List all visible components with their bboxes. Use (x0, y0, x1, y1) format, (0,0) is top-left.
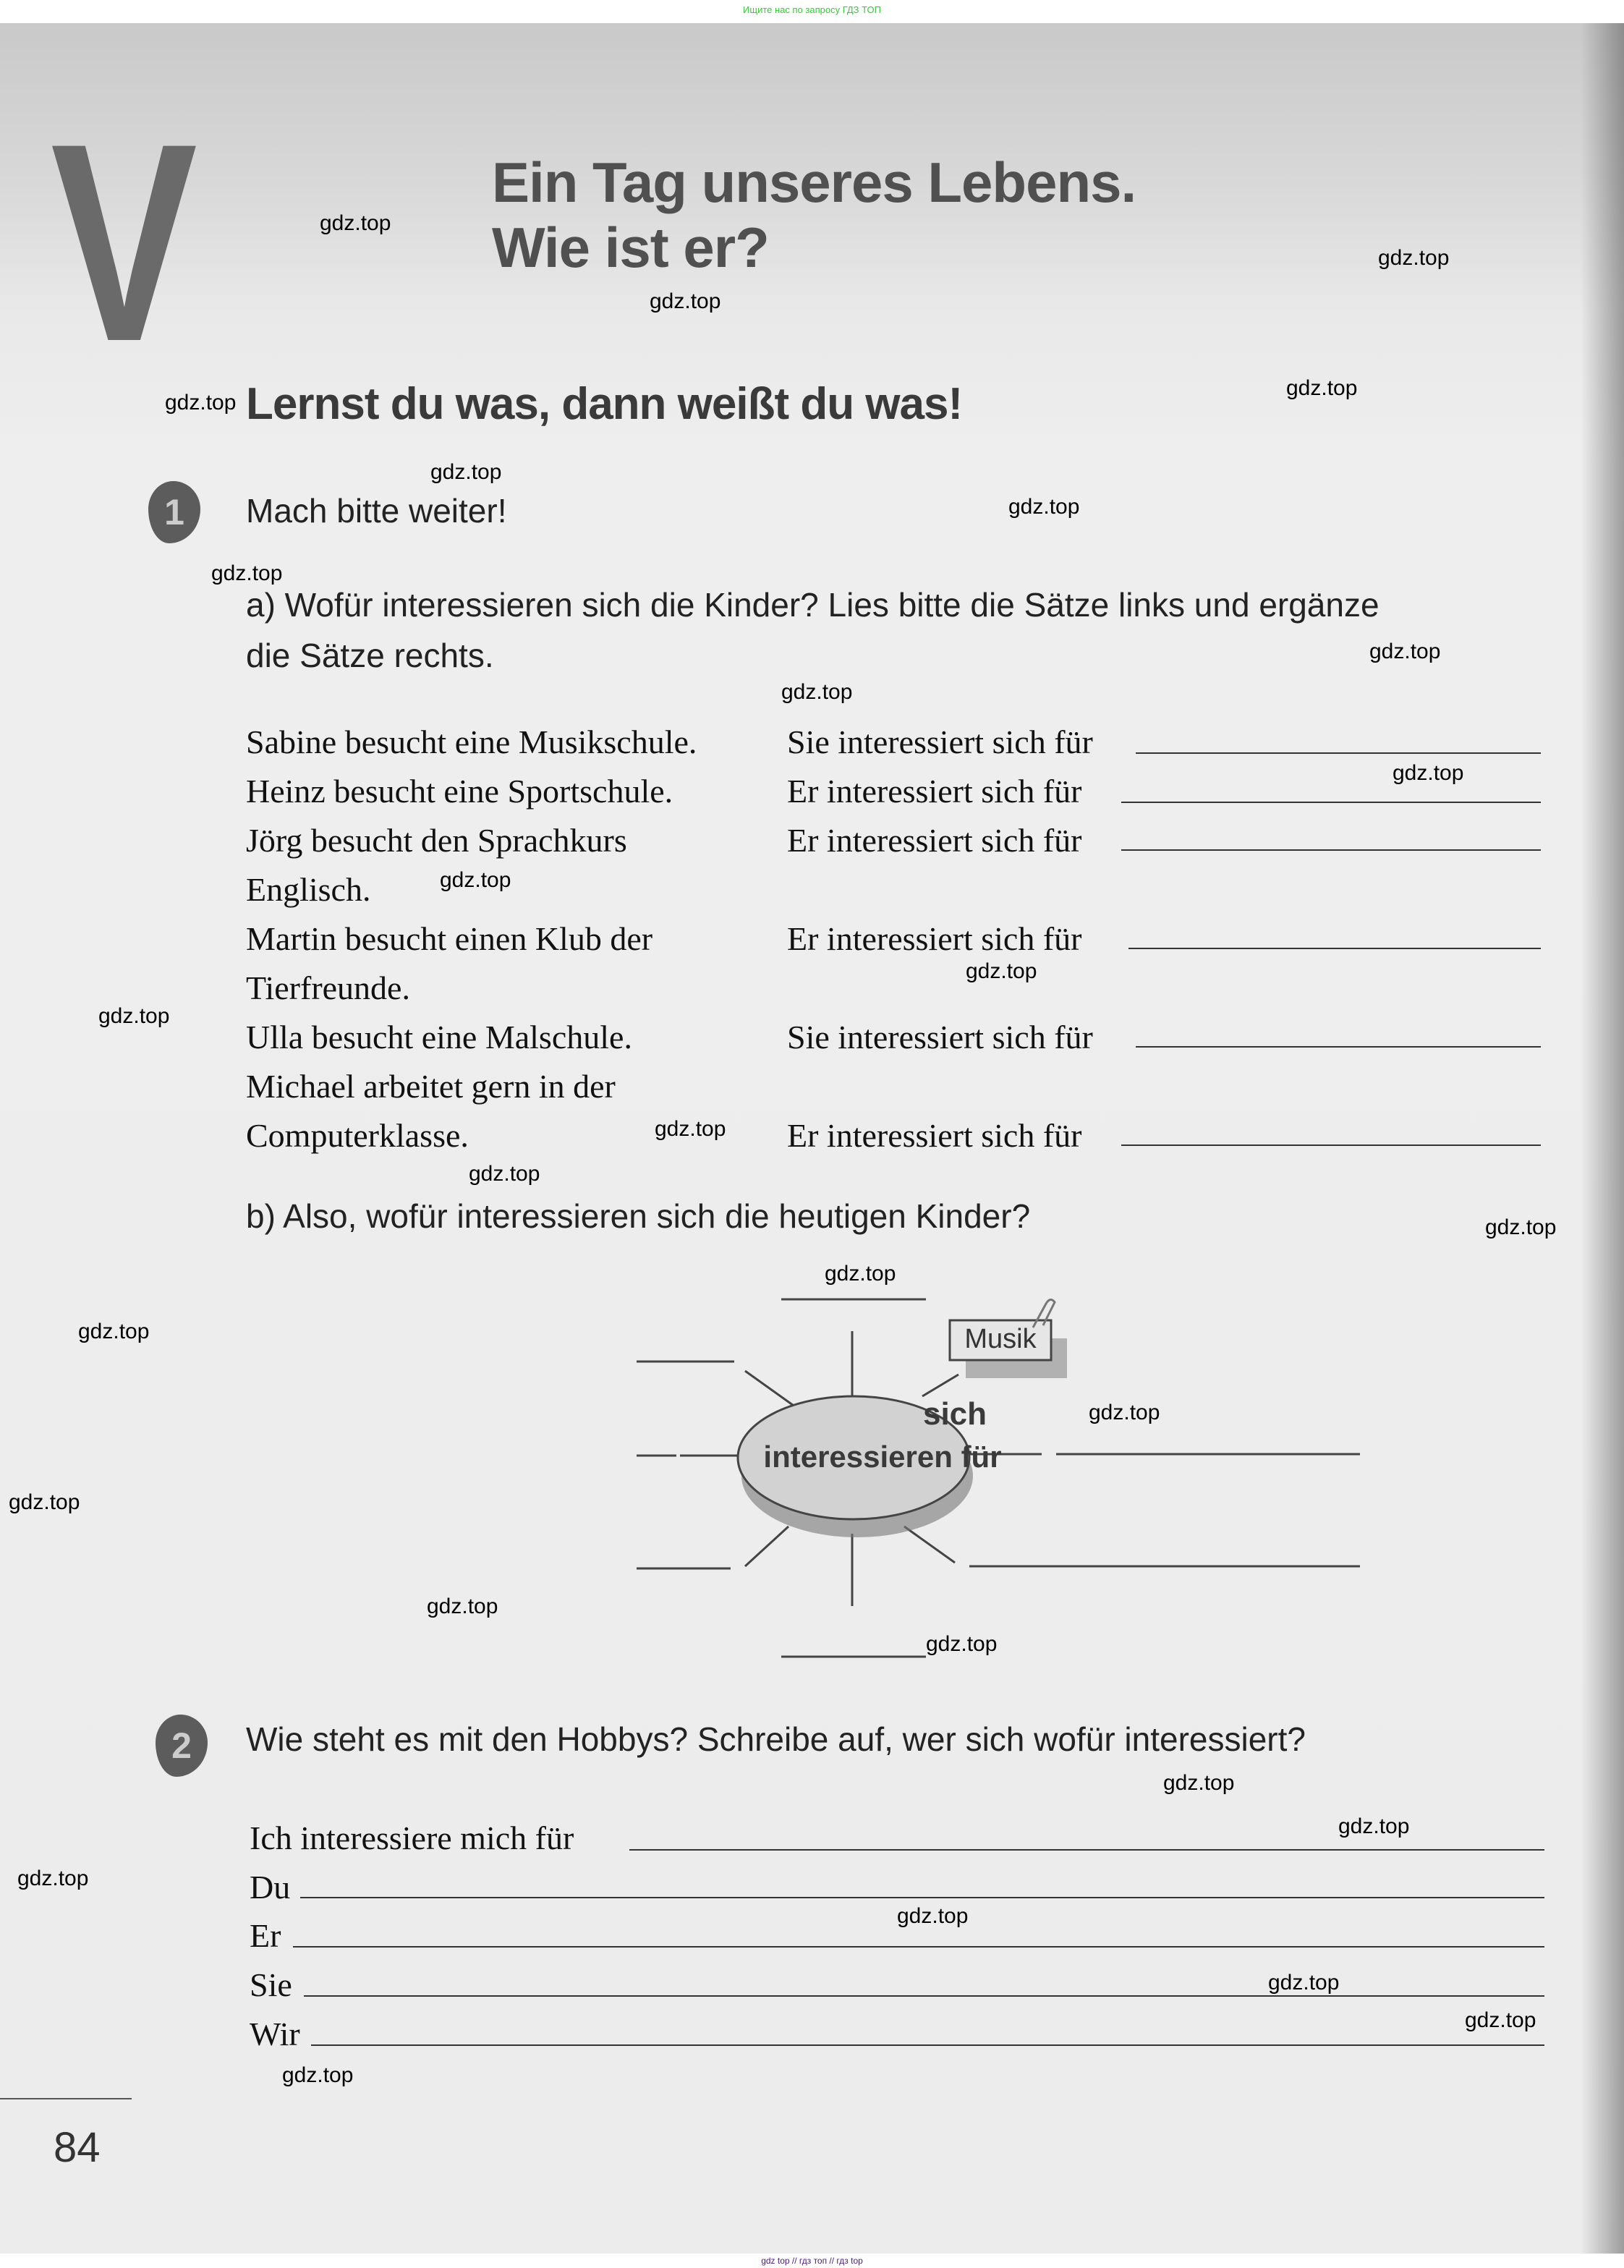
answer-line[interactable] (629, 1849, 1544, 1851)
watermark: gdz.top (440, 868, 511, 892)
footer-text: gdz top // гдз топ // гдз top (761, 2256, 863, 2266)
sentence-right: Er interessiert sich für (787, 773, 1082, 810)
watermark: gdz.top (1378, 246, 1450, 270)
watermark: gdz.top (1268, 1971, 1340, 1995)
diagram-center-line1: sich (922, 1396, 987, 1432)
task2-title: Wie steht es mit den Hobbys? Schreibe auf, wer sich wofür interessiert? (246, 1720, 1306, 1758)
chapter-title-line2: Wie ist er? (492, 216, 769, 279)
watermark: gdz.top (469, 1162, 540, 1186)
answer-line[interactable] (304, 1995, 1544, 1997)
answer-prompt: Du (250, 1869, 291, 1906)
book-spine-shadow (1581, 23, 1624, 2254)
sentence-right: Sie interessiert sich für (787, 1019, 1093, 1056)
answer-prompt: Er (250, 1917, 281, 1954)
answer-line[interactable] (300, 1897, 1544, 1898)
answer-line[interactable] (1136, 752, 1541, 754)
watermark: gdz.top (1369, 640, 1441, 663)
sentence-left: Martin besucht einen Klub der (246, 920, 653, 957)
watermark: gdz.top (650, 289, 721, 313)
task1-b-instruction: b) Also, wofür interessieren sich die heutigen Kinder? (246, 1197, 1031, 1235)
watermark: gdz.top (926, 1632, 998, 1656)
answer-line[interactable] (1121, 849, 1541, 851)
sentence-right: Er interessiert sich für (787, 920, 1082, 957)
answer-line[interactable] (1121, 802, 1541, 803)
watermark: gdz.top (9, 1490, 80, 1514)
diagram-spoke (904, 1526, 955, 1563)
sentence-left: Ulla besucht eine Malschule. (246, 1019, 632, 1056)
watermark: gdz.top (825, 1262, 896, 1286)
page-number: 84 (54, 2124, 101, 2171)
sentence-left: Heinz besucht eine Sportschule. (246, 773, 673, 810)
task1-a-instruction: a) Wofür interessieren sich die Kinder? Lies bitte die Sätze links und ergänze (246, 586, 1379, 624)
watermark: gdz.top (1393, 761, 1464, 785)
watermark: gdz.top (78, 1320, 150, 1343)
sentence-left: Tierfreunde. (246, 969, 410, 1006)
watermark: gdz.top (1485, 1215, 1557, 1239)
section-heading: Lernst du was, dann weißt du was! (246, 379, 963, 429)
watermark: gdz.top (427, 1594, 498, 1618)
watermark: gdz.top (282, 2063, 354, 2087)
diagram-example-musik: Musik (964, 1324, 1037, 1354)
answer-line[interactable] (1121, 1144, 1541, 1146)
watermark: gdz.top (320, 211, 391, 235)
watermark: gdz.top (1008, 495, 1080, 519)
answer-prompt: Ich interessiere mich für (250, 1819, 574, 1856)
sentence-left: Jörg besucht den Sprachkurs (246, 822, 627, 859)
watermark: gdz.top (1163, 1771, 1235, 1795)
sentence-right: Er interessiert sich für (787, 1117, 1082, 1154)
sentence-left: Englisch. (246, 871, 371, 908)
watermark: gdz.top (1338, 1814, 1410, 1838)
watermark: gdz.top (211, 561, 283, 585)
diagram-spoke (922, 1375, 958, 1396)
sentence-right: Er interessiert sich für (787, 822, 1082, 859)
watermark: gdz.top (430, 460, 502, 484)
sentence-left: Computerklasse. (246, 1117, 469, 1154)
watermark: gdz.top (17, 1866, 89, 1890)
watermark: gdz.top (1089, 1401, 1160, 1424)
chapter-title-line1: Ein Tag unseres Lebens. (492, 150, 1136, 214)
diagram-spoke (745, 1526, 788, 1566)
footer (0, 2254, 1624, 2268)
answer-line[interactable] (293, 1946, 1544, 1948)
answer-prompt: Wir (250, 2016, 300, 2052)
sentence-right: Sie interessiert sich für (787, 723, 1093, 760)
task-number-badge: 1 (148, 481, 200, 543)
answer-prompt: Sie (250, 1966, 292, 2003)
task1-a-instruction-cont: die Sätze rechts. (246, 637, 494, 674)
mind-map-diagram (637, 1295, 1360, 1700)
task1-title: Mach bitte weiter! (246, 492, 507, 530)
answer-line[interactable] (311, 2044, 1544, 2046)
sentence-left: Michael arbeitet gern in der (246, 1068, 616, 1105)
task-number-badge: 2 (156, 1715, 208, 1777)
answer-line[interactable] (1128, 948, 1541, 949)
diagram-spoke (745, 1371, 796, 1407)
watermark: gdz.top (165, 391, 237, 415)
watermark: gdz.top (897, 1904, 969, 1928)
chapter-letter: V (51, 85, 197, 400)
watermark: gdz.top (966, 959, 1037, 983)
watermark: gdz.top (1286, 376, 1358, 400)
sentence-left: Sabine besucht eine Musikschule. (246, 723, 697, 760)
top-banner (0, 0, 1624, 23)
watermark: gdz.top (1465, 2008, 1536, 2032)
answer-line[interactable] (1136, 1046, 1541, 1048)
watermark: gdz.top (98, 1004, 170, 1028)
page-number-rule (0, 2098, 132, 2099)
banner-text: Ищите нас по запросу ГДЗ ТОП (743, 4, 881, 15)
watermark: gdz.top (655, 1117, 726, 1141)
watermark: gdz.top (781, 680, 853, 704)
diagram-center-line2: interessieren für (763, 1440, 1002, 1474)
